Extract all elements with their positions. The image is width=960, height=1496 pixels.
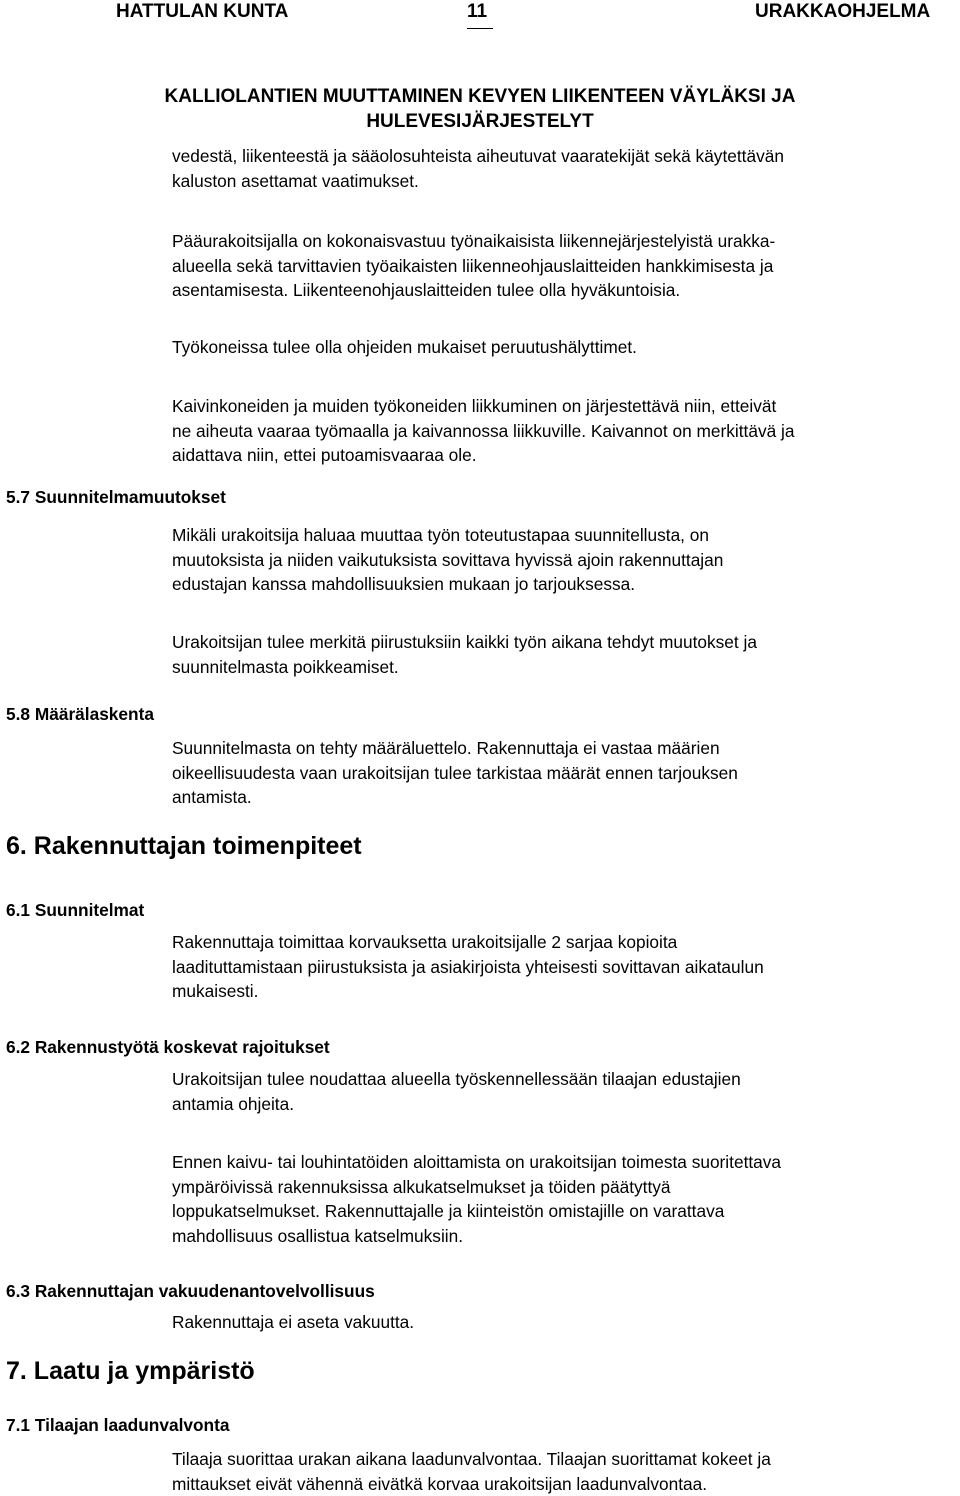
paragraph-line: laadituttamistaan piirustuksista ja asiakirjoista yhteisesti sovittavan aikataulun <box>172 955 958 980</box>
paragraph <box>172 1310 958 1335</box>
section-heading-6-1: 6.1 Suunnitelmat <box>6 900 144 921</box>
chapter-heading-7: 7. Laatu ja ympäristö <box>6 1357 255 1386</box>
paragraph-line: aidattava niin, ettei putoamisvaaraa ole. <box>172 443 958 468</box>
paragraph-line: loppukatselmukset. Rakennuttajalle ja kiinteistön omistajille on varattava <box>172 1199 958 1224</box>
paragraph <box>172 229 958 303</box>
paragraph-line: asentamisesta. Liikenteenohjauslaitteiden tulee olla hyväkuntoisia. <box>172 278 958 303</box>
header-document-type: URAKKAOHJELMA <box>755 1 930 23</box>
paragraph-line: suunnitelmasta poikkeamiset. <box>172 655 958 680</box>
paragraph-line: Mikäli urakoitsija haluaa muuttaa työn toteutustapaa suunnitellusta, on <box>172 523 958 548</box>
paragraph <box>172 930 958 1004</box>
paragraph-line: alueella sekä tarvittavien työaikaisten liikenneohjauslaitteiden hankkimisesta ja <box>172 254 958 279</box>
paragraph-line: Ennen kaivu- tai louhintatöiden aloittamista on urakoitsijan toimesta suoritettava <box>172 1150 958 1175</box>
paragraph <box>172 523 958 597</box>
paragraph <box>172 335 958 360</box>
paragraph-line: Rakennuttaja ei aseta vakuutta. <box>172 1310 958 1335</box>
paragraph-line: Tilaaja suorittaa urakan aikana laadunvalvontaa. Tilaajan suorittamat kokeet ja <box>172 1447 958 1472</box>
document-title-line2: HULEVESIJÄRJESTELYT <box>0 111 960 133</box>
paragraph-line: mittaukset eivät vähennä eivätkä korvaa urakoitsijan laadunvalvontaa. <box>172 1472 958 1496</box>
section-heading-6-3: 6.3 Rakennuttajan vakuudenantovelvollisuus <box>6 1281 375 1302</box>
section-heading-6-2: 6.2 Rakennustyötä koskevat rajoitukset <box>6 1037 330 1058</box>
paragraph-line: ympäröivissä rakennuksissa alkukatselmukset ja töiden päätyttyä <box>172 1175 958 1200</box>
paragraph-line: Kaivinkoneiden ja muiden työkoneiden liikkuminen on järjestettävä niin, etteivät <box>172 394 958 419</box>
paragraph-line: muutoksista ja niiden vaikutuksista sovittava hyvissä ajoin rakennuttajan <box>172 548 958 573</box>
chapter-heading-6: 6. Rakennuttajan toimenpiteet <box>6 832 362 861</box>
paragraph <box>172 630 958 679</box>
paragraph <box>172 1067 958 1116</box>
paragraph-line: Pääurakoitsijalla on kokonaisvastuu työnaikaisista liikennejärjestelyistä urakka- <box>172 229 958 254</box>
header-page-number: 11 <box>467 1 487 23</box>
paragraph-line: Urakoitsijan tulee merkitä piirustuksiin kaikki työn aikana tehdyt muutokset ja <box>172 630 958 655</box>
header-organization: HATTULAN KUNTA <box>116 1 288 23</box>
paragraph-line: mukaisesti. <box>172 979 958 1004</box>
paragraph <box>172 1150 958 1248</box>
paragraph-line: antamia ohjeita. <box>172 1092 958 1117</box>
paragraph-line: Rakennuttaja toimittaa korvauksetta urakoitsijalle 2 sarjaa kopioita <box>172 930 958 955</box>
paragraph-line: kaluston asettamat vaatimukset. <box>172 169 958 194</box>
paragraph-line: Urakoitsijan tulee noudattaa alueella työskennellessään tilaajan edustajien <box>172 1067 958 1092</box>
paragraph-line: edustajan kanssa mahdollisuuksien mukaan jo tarjouksessa. <box>172 572 958 597</box>
paragraph-line: oikeellisuudesta vaan urakoitsijan tulee tarkistaa määrät ennen tarjouksen <box>172 761 958 786</box>
paragraph-line: antamista. <box>172 785 958 810</box>
paragraph <box>172 144 958 193</box>
section-heading-5-8: 5.8 Määrälaskenta <box>6 704 154 725</box>
document-title-line1: KALLIOLANTIEN MUUTTAMINEN KEVYEN LIIKENTEEN VÄYLÄKSI JA <box>0 86 960 108</box>
paragraph <box>172 736 958 810</box>
section-heading-5-7: 5.7 Suunnitelmamuutokset <box>6 487 226 508</box>
paragraph-line: mahdollisuus osallistua katselmuksiin. <box>172 1224 958 1249</box>
paragraph <box>172 394 958 468</box>
page-number-underline <box>467 28 493 29</box>
paragraph-line: vedestä, liikenteestä ja sääolosuhteista aiheutuvat vaaratekijät sekä käytettävän <box>172 144 958 169</box>
section-heading-7-1: 7.1 Tilaajan laadunvalvonta <box>6 1415 229 1436</box>
paragraph-line: Työkoneissa tulee olla ohjeiden mukaiset peruutushälyttimet. <box>172 335 958 360</box>
paragraph-line: Suunnitelmasta on tehty määräluettelo. Rakennuttaja ei vastaa määrien <box>172 736 958 761</box>
paragraph-line: ne aiheuta vaaraa työmaalla ja kaivannossa liikkuville. Kaivannot on merkittävä ja <box>172 419 958 444</box>
paragraph <box>172 1447 958 1496</box>
